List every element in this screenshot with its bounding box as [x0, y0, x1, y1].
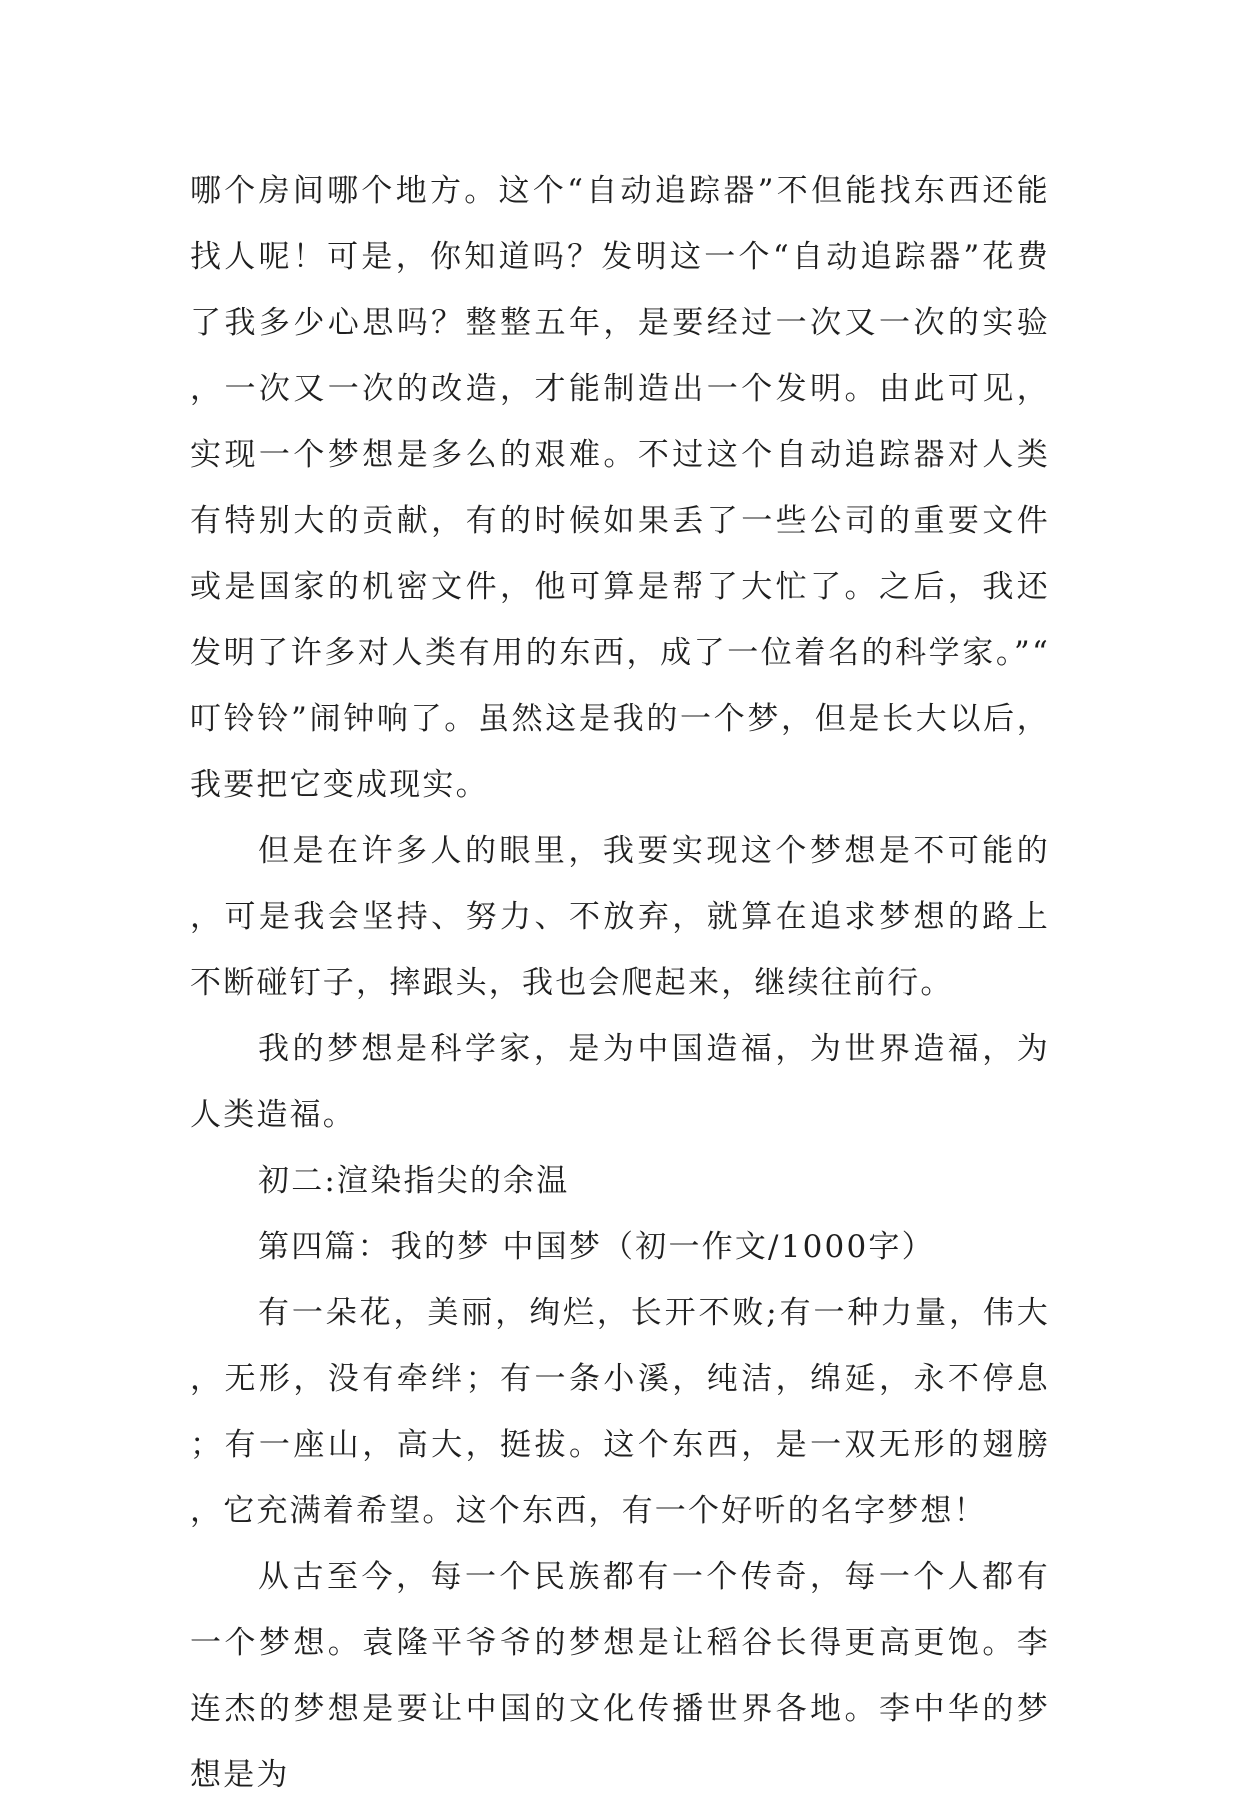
document-body: [190, 158, 1050, 1808]
section-title-4: 第四篇：我的梦 中国梦（初一作文/1000字）: [258, 1229, 935, 1265]
paragraph-3: 我的梦想是科学家，是为中国造福，为世界造福，为人类造福。: [190, 1031, 1050, 1133]
subheading-chuer: 初二:渲染指尖的余温: [258, 1163, 570, 1199]
paragraph-1: 哪个房间哪个地方。这个“自动追踪器”不但能找东西还能找人呢！可是，你知道吗？发明这一个“自动追踪器”花费了我多少心思吗？整整五年，是要经过一次又一次的实验，一次又一次的改造，才能制造出一个发明。由此可见，实现一个梦想是多么的艰难。不过这个自动追踪器对人类有特别大的贡献，有的时候如果丢了一些公司的重要文件或是国家的机密文件，他可算是帮了大忙了。之后，我还发明了许多对人类有用的东西，成了一位着名的科学家。”“叮铃铃”闹钟响了。虽然这是我的一个梦，但是长大以后，我要把它变成现实。: [190, 173, 1050, 803]
paragraph-7: 从古至今，每一个民族都有一个传奇，每一个人都有一个梦想。袁隆平爷爷的梦想是让稻谷长得更高更饱。李连杰的梦想是要让中国的文化传播世界各地。李中华的梦想是为: [190, 1559, 1050, 1793]
paragraph-2: 但是在许多人的眼里，我要实现这个梦想是不可能的，可是我会坚持、努力、不放弃，就算在追求梦想的路上不断碰钉子，摔跟头，我也会爬起来，继续往前行。: [190, 833, 1050, 1001]
paragraph-6: 有一朵花，美丽，绚烂，长开不败;有一种力量，伟大，无形，没有牵绊；有一条小溪，纯洁，绵延，永不停息；有一座山，高大，挺拔。这个东西，是一双无形的翅膀，它充满着希望。这个东西，有一个好听的名字梦想！: [190, 1295, 1050, 1529]
